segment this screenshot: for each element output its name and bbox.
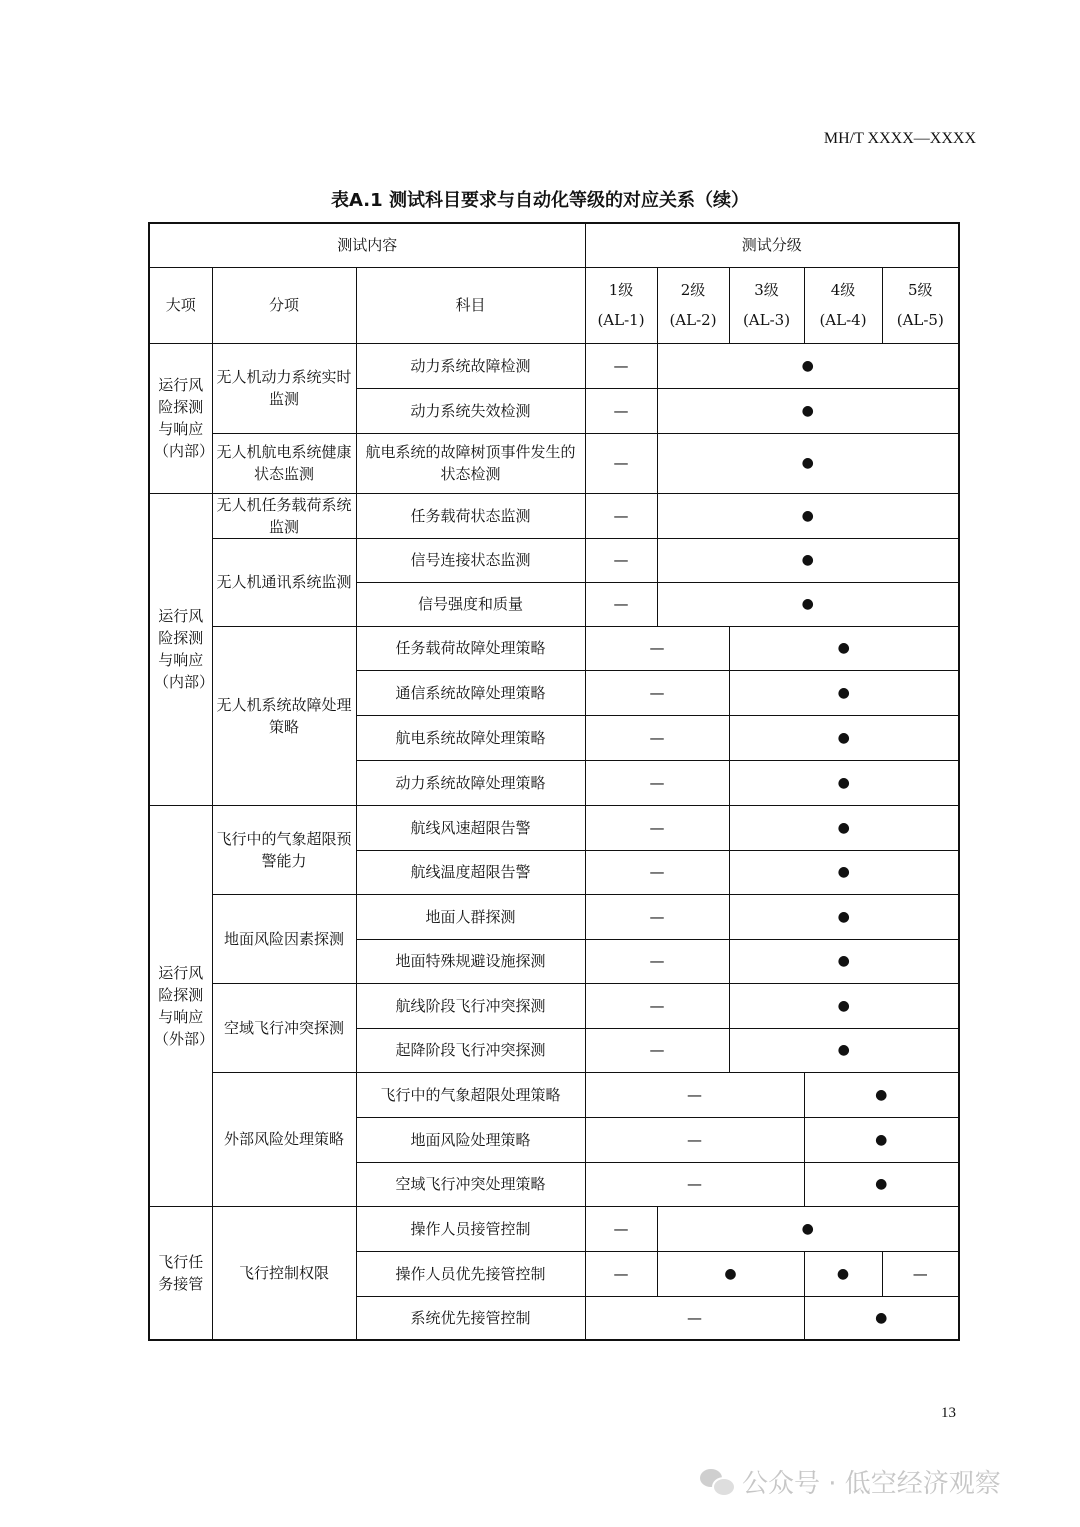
subject-cell: 起降阶段飞行冲突探测 [356, 1028, 585, 1072]
dash-cell: — [585, 715, 729, 760]
dash-cell: — [585, 538, 657, 582]
watermark-text: 公众号 · 低空经济观察 [742, 1469, 1001, 1499]
dot-cell: ● [729, 1028, 959, 1072]
dash-cell: — [585, 433, 657, 493]
subject-cell: 信号连接状态监测 [356, 538, 585, 582]
header-row-2 [149, 267, 959, 343]
dash-cell: — [585, 983, 729, 1028]
sub-cell: 飞行控制权限 [212, 1206, 356, 1340]
dot-cell: ● [657, 1206, 959, 1251]
level-2-code: (AL-2) [669, 311, 717, 329]
subject-cell: 系统优先接管控制 [356, 1296, 585, 1340]
header-sub: 分项 [212, 267, 356, 343]
sub-cell: 无人机系统故障处理策略 [212, 626, 356, 805]
table-row [149, 805, 959, 850]
sub-cell: 飞行中的气象超限预警能力 [212, 805, 356, 894]
subject-cell: 空域飞行冲突处理策略 [356, 1162, 585, 1206]
header-level-4 [804, 267, 882, 343]
dot-cell: ● [729, 760, 959, 805]
table-row [149, 538, 959, 582]
subject-cell: 航线风速超限告警 [356, 805, 585, 850]
dot-cell: ● [657, 582, 959, 626]
subject-cell: 航电系统故障处理策略 [356, 715, 585, 760]
dash-cell: — [585, 1206, 657, 1251]
dash-cell: — [585, 582, 657, 626]
dash-cell: — [585, 1296, 804, 1340]
dot-cell: ● [729, 715, 959, 760]
dash-cell: — [585, 1072, 804, 1117]
sub-cell: 空域飞行冲突探测 [212, 983, 356, 1072]
table-row [149, 433, 959, 493]
dot-cell: ● [657, 343, 959, 388]
level-3-num: 3级 [754, 281, 779, 299]
dash-cell: — [585, 388, 657, 433]
header-major: 大项 [149, 267, 212, 343]
subject-cell: 操作人员优先接管控制 [356, 1251, 585, 1296]
table-row [149, 493, 959, 538]
table-row [149, 894, 959, 939]
dot-cell: ● [657, 433, 959, 493]
dot-cell: ● [804, 1072, 959, 1117]
major-cell: 运行风险探测与响应（内部） [149, 343, 212, 493]
level-4-num: 4级 [830, 281, 856, 299]
table-row [149, 1072, 959, 1117]
level-3-code: (AL-3) [742, 311, 791, 329]
dot-cell: ● [657, 1251, 804, 1296]
sub-cell: 地面风险因素探测 [212, 894, 356, 983]
dash-cell: — [585, 493, 657, 538]
subject-cell: 地面风险处理策略 [356, 1117, 585, 1162]
dash-cell: — [882, 1251, 959, 1296]
table-row [149, 626, 959, 670]
sub-cell: 外部风险处理策略 [212, 1072, 356, 1206]
dash-cell: — [585, 626, 729, 670]
subject-cell: 通信系统故障处理策略 [356, 670, 585, 715]
header-subject: 科目 [356, 267, 585, 343]
subject-cell: 航电系统的故障树顶事件发生的状态检测 [356, 433, 585, 493]
level-4-code: (AL-4) [819, 311, 867, 329]
level-1-code: (AL-1) [597, 311, 645, 329]
header-row-1 [149, 223, 959, 267]
dot-cell: ● [657, 388, 959, 433]
major-cell: 运行风险探测与响应（外部） [149, 805, 212, 1206]
dot-cell: ● [804, 1296, 959, 1340]
dash-cell: — [585, 343, 657, 388]
sub-cell: 无人机任务载荷系统监测 [212, 493, 356, 538]
dash-cell: — [585, 1162, 804, 1206]
table-caption: 表A.1 测试科目要求与自动化等级的对应关系（续） [331, 190, 749, 211]
level-5-code: (AL-5) [896, 311, 944, 329]
dot-cell: ● [657, 538, 959, 582]
header-level-3 [729, 267, 804, 343]
table-row [149, 343, 959, 388]
header-level-1 [585, 267, 657, 343]
dot-cell: ● [729, 805, 959, 850]
sub-cell: 无人机航电系统健康状态监测 [212, 433, 356, 493]
header-level-5 [882, 267, 959, 343]
header-test-content: 测试内容 [149, 223, 585, 267]
wechat-icon [700, 1467, 734, 1497]
dash-cell: — [585, 1251, 657, 1296]
dash-cell: — [585, 939, 729, 983]
subject-cell: 信号强度和质量 [356, 582, 585, 626]
level-5-num: 5级 [908, 281, 933, 299]
dot-cell: ● [729, 894, 959, 939]
dot-cell: ● [729, 626, 959, 670]
level-2-num: 2级 [680, 281, 706, 299]
header-test-grade: 测试分级 [585, 223, 959, 267]
subject-cell: 航线温度超限告警 [356, 850, 585, 894]
sub-cell: 无人机通讯系统监测 [212, 538, 356, 626]
dash-cell: — [585, 760, 729, 805]
watermark [700, 1463, 1001, 1500]
dot-cell: ● [729, 939, 959, 983]
sub-cell: 无人机动力系统实时监测 [212, 343, 356, 433]
dot-cell: ● [804, 1117, 959, 1162]
subject-cell: 航线阶段飞行冲突探测 [356, 983, 585, 1028]
subject-cell: 飞行中的气象超限处理策略 [356, 1072, 585, 1117]
level-1-num: 1级 [608, 281, 634, 299]
table-row [149, 1206, 959, 1251]
dot-cell: ● [729, 983, 959, 1028]
dot-cell: ● [729, 670, 959, 715]
subject-cell: 动力系统失效检测 [356, 388, 585, 433]
subject-cell: 地面人群探测 [356, 894, 585, 939]
dash-cell: — [585, 894, 729, 939]
dash-cell: — [585, 805, 729, 850]
subject-cell: 地面特殊规避设施探测 [356, 939, 585, 983]
dot-cell: ● [804, 1162, 959, 1206]
dot-cell: ● [657, 493, 959, 538]
dot-cell: ● [729, 850, 959, 894]
page-number: 13 [941, 1405, 956, 1421]
major-cell: 运行风险探测与响应（内部） [149, 493, 212, 805]
dot-cell: ● [804, 1251, 882, 1296]
dash-cell: — [585, 850, 729, 894]
subject-cell: 动力系统故障检测 [356, 343, 585, 388]
dash-cell: — [585, 1028, 729, 1072]
document-code: MH/T XXXX—XXXX [823, 130, 976, 147]
test-subject-table [148, 222, 960, 1341]
table-row [149, 983, 959, 1028]
header-level-2 [657, 267, 729, 343]
subject-cell: 任务载荷状态监测 [356, 493, 585, 538]
dash-cell: — [585, 670, 729, 715]
subject-cell: 动力系统故障处理策略 [356, 760, 585, 805]
major-cell: 飞行任务接管 [149, 1206, 212, 1340]
subject-cell: 操作人员接管控制 [356, 1206, 585, 1251]
subject-cell: 任务载荷故障处理策略 [356, 626, 585, 670]
dash-cell: — [585, 1117, 804, 1162]
